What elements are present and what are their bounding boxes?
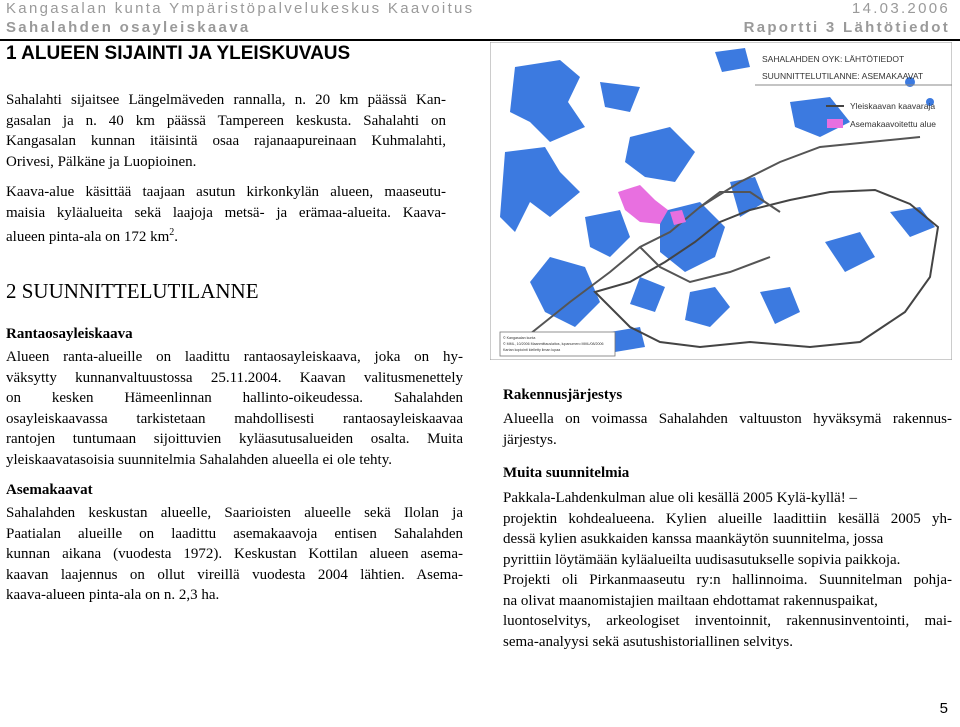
text-line: Kaava-alue käsittää taajaan asutun kirkonkylän alueen, maaseutu- [6,184,446,200]
section1-title: 1 ALUEEN SIJAINTI JA YLEISKUVAUS [6,43,351,64]
text-line: na olivat maanomistajien mailtaan ehdottamat rakennuspaikat, [503,592,878,609]
text-line: on kesken Hämeenlinnan hallinto-oikeudessa. Sahalahden [6,390,463,406]
text-line: Paatialan alueille on laadittu asemakaavoja entisen Sahalahden [6,525,463,542]
text-line: Orivesi, Pälkäne ja Luopioinen. [6,153,197,170]
header-plan-name: Sahalahden osayleiskaava [6,19,251,36]
rakennusjarjestys-text [503,409,952,450]
legend-label: Asemakaavoitettu alue [850,119,936,129]
text-line: pyrittiin löytämään kyläalueilta uudisasutukselle sopivia paikkoja. [503,551,901,568]
text-line: osayleiskaavassa tarkistetaan mahdollisesti rantaosayleiskaavaa [6,410,463,427]
text-line: järjestys. [503,431,557,448]
section1-paragraph1 [6,90,446,172]
text-line: luontoselvitys, arkeologiset inventoinnit, rakennusinventointi, mai- [503,613,952,629]
map-graphic [490,42,952,360]
muita-suunnitelmia-text [503,488,952,652]
text-line: Sahalahden keskustan alueelle, Saarioisten alueelle sekä Ilolan ja [6,505,463,521]
text-line: Alueella on voimassa Sahalahden valtuuston hyväksymä rakennus- [503,411,952,427]
text-line: dessä kylien asukkaiden kanssa maankäytön suunnitelma, jossa [503,531,884,547]
legend-pink-swatch [827,119,843,128]
text-line: rantojen tuntumaan sijoittuvien kyläasutusalueiden osalta. Muita [6,431,463,447]
text-line: Kangasalan kunnan itäisintä osaa rajanaapureinaan Kuhmalahti, [6,133,446,149]
text-line: projektin kohdealueena. Kylien alueille laadittiin kesällä 2005 yh- [503,510,952,527]
header-report-name: Raportti 3 Lähtötiedot [743,19,950,36]
text-line: Projekti oli Pirkanmaaseutu ry:n hallinnoima. Suunnitelman pohja- [503,572,952,588]
header-rule [0,39,960,41]
text-line [6,223,446,248]
running-header-line2 [0,19,960,41]
period: . [174,229,179,245]
header-date: 14.03.2006 [851,0,950,17]
header-organization: Kangasalan kunta Ympäristöpalvelukeskus Kaavoitus [6,0,475,17]
text-line: Pakkala-Lahdenkulman alue oli kesällä 2005 Kylä-kyllä! – [503,490,858,506]
text-line: sema-analyysi sekä asutushistoriallinen selvitys. [503,633,793,650]
map-credit-line: © Kangasalan kunta [503,336,536,340]
text-line: väksytty kunnanvaltuustossa 25.11.2004. Kaavan valitusmenettely [6,369,463,386]
superscript: 2 [169,227,175,238]
section2-title: 2 SUUNNITTELUTILANNE [6,279,259,303]
map-credit-line: © MML, 10/2006 Maanmittauslaitos, lupanumero MML/08/2006 [503,342,604,346]
location-map [490,42,952,360]
text-line: Sahalahti sijaitsee Längelmäveden rannalla, n. 20 km päässä Kan- [6,92,446,108]
map-title-line1: SAHALAHDEN OYK: LÄHTÖTIEDOT [762,54,905,64]
map-credit-line: Kartan kopiointi kielletty ilman lupaa [503,348,561,352]
section1-paragraph2 [6,182,446,248]
text-line: kunnan aikana (vuodesta 1972). Keskustan Kottilan alueen asema- [6,546,463,562]
legend-label: Yleiskaavan kaavaraja [850,101,936,111]
text-line: kaava-alueen pinta-ala on n. 2,3 ha. [6,587,220,603]
page-number: 5 [939,700,948,717]
text-line: gasalan ja n. 40 km päässä Tampereen keskusta. Sahalahti on [6,112,446,129]
asemakaavat-text [6,503,463,606]
asemakaavat-heading: Asemakaavat [6,482,93,498]
text-line: kaavan laajennus on ollut vireillä vuodesta 2004 lähtien. Asema- [6,566,463,583]
text-line: yleiskaavatasoisia suunnitelmia Sahalahden alueella ei ole tehty. [6,451,392,468]
rakennusjarjestys-heading: Rakennusjärjestys [503,387,623,403]
rantaosayleiskaava-heading: Rantaosayleiskaava [6,326,133,342]
map-title-line2: SUUNNITTELUTILANNE: ASEMAKAAVAT [762,71,924,81]
area-text: alueen pinta-ala on 172 km [6,229,170,245]
text-line: maisia kyläalueita sekä laajoja metsä- ja erämaa-alueita. Kaava- [6,204,446,221]
rantaosayleiskaava-text [6,347,463,470]
text-line: Alueen ranta-alueille on laadittu rantaosayleiskaava, joka on hy- [6,349,463,365]
muita-suunnitelmia-heading: Muita suunnitelmia [503,465,630,481]
